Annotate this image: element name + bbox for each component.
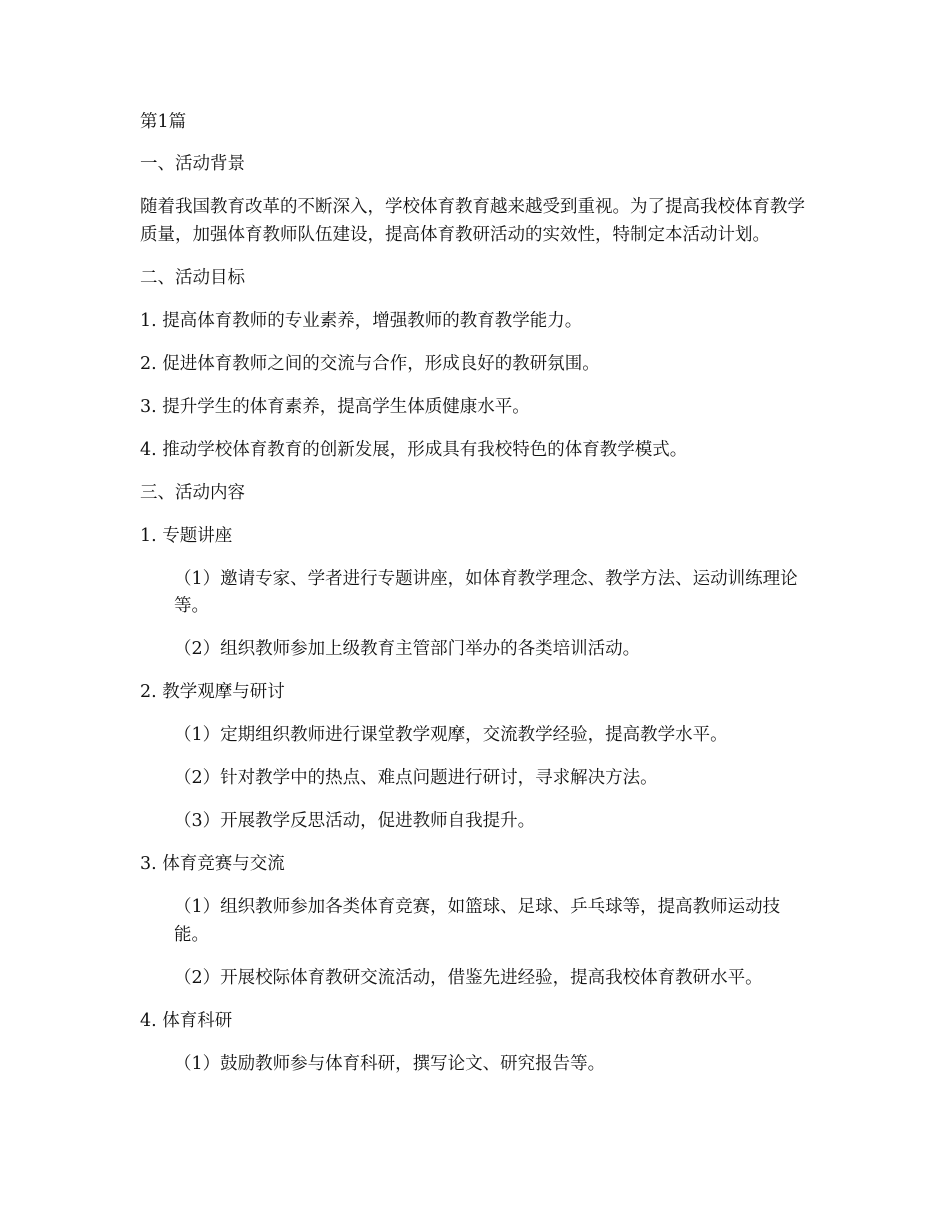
content-item: （1）定期组织教师进行课堂教学观摩，交流教学经验，提高教学水平。 xyxy=(174,725,728,745)
subsection-heading: 2. 教学观摩与研讨 xyxy=(140,682,285,702)
goal-item: 2. 促进体育教师之间的交流与合作，形成良好的教研氛围。 xyxy=(140,353,600,374)
content-item: （1）鼓励教师参与体育科研，撰写论文、研究报告等。 xyxy=(174,1053,606,1074)
subsection-heading: 3. 体育竞赛与交流 xyxy=(140,854,285,874)
document-title: 第1篇 xyxy=(140,112,187,132)
goal-item: 1. 提高体育教师的专业素养，增强教师的教育教学能力。 xyxy=(140,310,583,331)
paragraph-background: 随着我国教育改革的不断深入，学校体育教育越来越受到重视。为了提高我校体育教学质量，加强体育教师队伍建设，提高体育教研活动的实效性，特制定本活动计划。 xyxy=(140,197,805,245)
subsection-heading: 1. 专题讲座 xyxy=(140,525,233,546)
section-heading-content: 三、活动内容 xyxy=(140,482,245,503)
content-item: （2）针对教学中的热点、难点问题进行研讨，寻求解决方法。 xyxy=(174,768,658,788)
goal-item: 4. 推动学校体育教育的创新发展，形成具有我校特色的体育教学模式。 xyxy=(140,439,688,460)
subsection-heading: 4. 体育科研 xyxy=(140,1010,233,1031)
content-item: （2）开展校际体育教研交流活动，借鉴先进经验，提高我校体育教研水平。 xyxy=(174,967,763,988)
goal-item: 3. 提升学生的体育素养，提高学生体质健康水平。 xyxy=(140,396,530,417)
section-heading-goals: 二、活动目标 xyxy=(140,267,245,288)
content-item: （2）组织教师参加上级教育主管部门举办的各类培训活动。 xyxy=(174,639,641,659)
content-item: （1）组织教师参加各类体育竞赛，如篮球、足球、乒乓球等，提高教师运动技能。 xyxy=(174,897,781,945)
content-item: （3）开展教学反思活动，促进教师自我提升。 xyxy=(174,811,536,831)
content-item: （1）邀请专家、学者进行专题讲座，如体育教学理念、教学方法、运动训练理论等。 xyxy=(174,568,798,616)
section-heading-background: 一、活动背景 xyxy=(140,154,245,174)
